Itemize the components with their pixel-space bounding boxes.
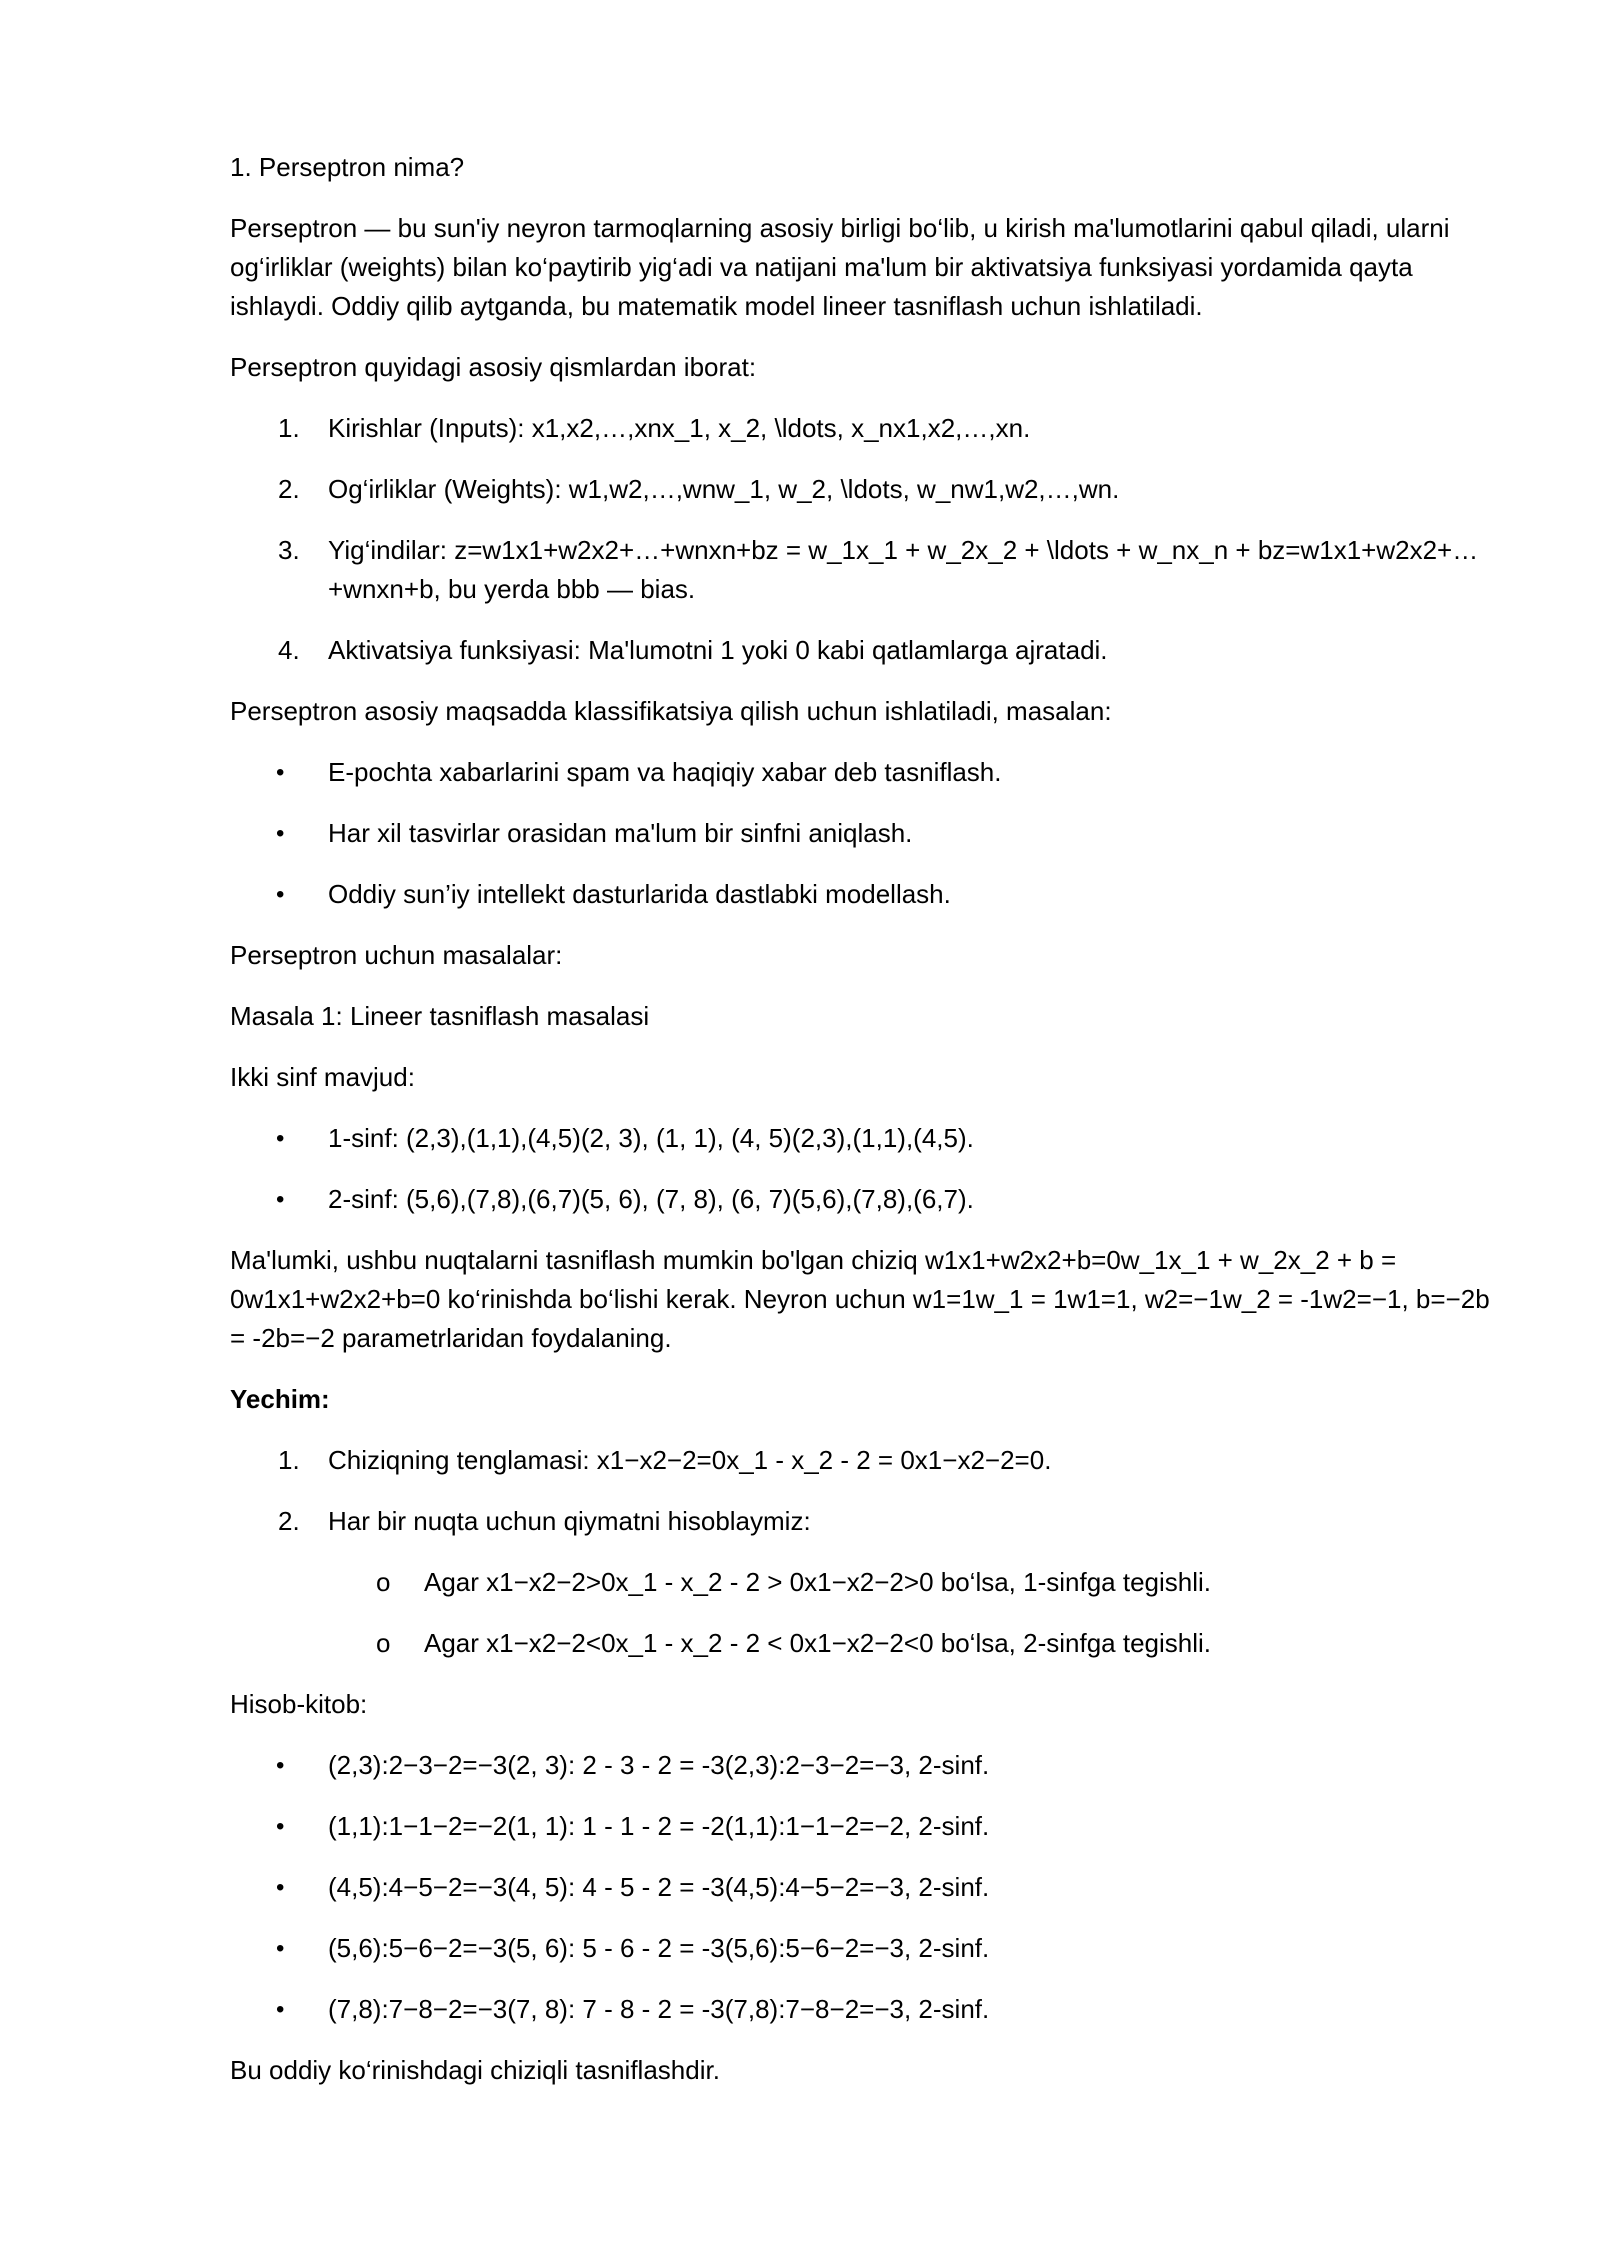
list-item (230, 875, 1510, 914)
list-number: 3. (278, 535, 300, 565)
intro-paragraph: Perseptron — bu sun'iy neyron tarmoqlarning asosiy birligi bo‘lib, u kirish ma'lumotlarini qabul qiladi, ularni og‘irliklar (weights) bilan ko‘paytirib yig‘adi va natijani ma'lum bir aktivatsiya funksiyasi yordamida qayta ishlaydi. Oddiy qilib aytganda, bu matematik model lineer tasniflash uchun ishlatiladi. (230, 213, 1450, 321)
list-item-text: Har xil tasvirlar orasidan ma'lum bir sinfni aniqlash. (328, 818, 913, 848)
list-item (230, 1990, 1510, 2029)
list-item-text: Agar x1−x2−2<0x_1 - x_2 - 2 < 0x1−x2−2<0 bo‘lsa, 2-sinfga tegishli. (424, 1628, 1212, 1658)
bullet-icon: • (276, 1813, 285, 1840)
conclusion-paragraph: Bu oddiy ko‘rinishdagi chiziqli tasniflashdir. (230, 2055, 720, 2085)
list-item-text: Oddiy sun’iy intellekt dasturlarida dastlabki modellash. (328, 879, 951, 909)
list-item (230, 753, 1510, 792)
list-item (230, 1929, 1510, 1968)
list-item-text: 1-sinf: (2,3),(1,1),(4,5)(2, 3), (1, 1), (4, 5)(2,3),(1,1),(4,5). (328, 1123, 974, 1153)
list-item (230, 814, 1510, 853)
bullet-icon: • (276, 759, 285, 786)
bullet-icon: • (276, 1935, 285, 1962)
problem-1-title: Masala 1: Lineer tasniflash masalasi (230, 1001, 650, 1031)
list-number: 4. (278, 635, 300, 665)
list-item-text: (5,6):5−6−2=−3(5, 6): 5 - 6 - 2 = -3(5,6):5−6−2=−3, 2-sinf. (328, 1933, 990, 1963)
bullet-icon: • (276, 1125, 285, 1152)
bullet-icon: • (276, 820, 285, 847)
list-item (230, 1441, 1510, 1480)
list-item-text: (4,5):4−5−2=−3(4, 5): 4 - 5 - 2 = -3(4,5):4−5−2=−3, 2-sinf. (328, 1872, 990, 1902)
purpose-paragraph: Perseptron asosiy maqsadda klassifikatsiya qilish uchun ishlatiladi, masalan: (230, 696, 1112, 726)
list-item-text: Har bir nuqta uchun qiymatni hisoblaymiz: (328, 1506, 811, 1536)
parts-intro: Perseptron quyidagi asosiy qismlardan iborat: (230, 352, 757, 382)
list-number: 2. (278, 474, 300, 504)
bullet-icon: • (276, 1874, 285, 1901)
list-item (230, 631, 1510, 670)
list-item-text: Kirishlar (Inputs): x1,x2,…,xnx_1, x_2, \ldots, x_nx1,x2,…,xn. (328, 413, 1031, 443)
steps-list (230, 1441, 1510, 1541)
classes-list (230, 1119, 1510, 1219)
classes-intro: Ikki sinf mavjud: (230, 1062, 415, 1092)
list-item (230, 1807, 1510, 1846)
list-item (230, 1180, 1510, 1219)
circle-bullet-icon: o (376, 1567, 391, 1597)
solution-label: Yechim: (230, 1384, 330, 1414)
list-item-text: Chiziqning tenglamasi: x1−x2−2=0x_1 - x_2 - 2 = 0x1−x2−2=0. (328, 1445, 1052, 1475)
list-item-text: 2-sinf: (5,6),(7,8),(6,7)(5, 6), (7, 8), (6, 7)(5,6),(7,8),(6,7). (328, 1184, 974, 1214)
list-item (230, 470, 1510, 509)
condition-paragraph: Ma'lumki, ushbu nuqtalarni tasniflash mumkin bo'lgan chiziq w1x1+w2x2+b=0w_1x_1 + w_2x_2 + b = 0w1x1+w2x2+b=0 ko‘rinishda bo‘lishi kerak. Neyron uchun w1=1w_1 = 1w1=1, w2=−1w_2 = -1w2=−1, b=−2b = -2b=−2 parametrlaridan foydalaning. (230, 1245, 1490, 1353)
uses-list (230, 753, 1510, 914)
list-item-text: Yig‘indilar: z=w1x1+w2x2+…+wnxn+bz = w_1x_1 + w_2x_2 + \ldots + w_nx_n + bz=w1x1+w2x2+…+wnxn+b, bu yerda bbb — bias. (328, 535, 1479, 604)
list-item-text: Agar x1−x2−2>0x_1 - x_2 - 2 > 0x1−x2−2>0 bo‘lsa, 1-sinfga tegishli. (424, 1567, 1212, 1597)
list-item (230, 1502, 1510, 1541)
list-item-text: (7,8):7−8−2=−3(7, 8): 7 - 8 - 2 = -3(7,8):7−8−2=−3, 2-sinf. (328, 1994, 990, 2024)
section-heading: 1. Perseptron nima? (230, 152, 465, 182)
bullet-icon: • (276, 1752, 285, 1779)
list-item (230, 1624, 1510, 1663)
rules-list (230, 1563, 1510, 1663)
list-item-text: (2,3):2−3−2=−3(2, 3): 2 - 3 - 2 = -3(2,3):2−3−2=−3, 2-sinf. (328, 1750, 990, 1780)
list-item-text: Og‘irliklar (Weights): w1,w2,…,wnw_1, w_2, \ldots, w_nw1,w2,…,wn. (328, 474, 1120, 504)
list-item (230, 1868, 1510, 1907)
list-number: 1. (278, 413, 300, 443)
list-item (230, 531, 1510, 609)
list-item-text: (1,1):1−1−2=−2(1, 1): 1 - 1 - 2 = -2(1,1):1−1−2=−2, 2-sinf. (328, 1811, 990, 1841)
list-item (230, 1119, 1510, 1158)
list-item (230, 409, 1510, 448)
document-page (230, 148, 1510, 2112)
calc-label: Hisob-kitob: (230, 1689, 368, 1719)
bullet-icon: • (276, 1186, 285, 1213)
list-number: 1. (278, 1445, 300, 1475)
circle-bullet-icon: o (376, 1628, 391, 1658)
list-item-text: E-pochta xabarlarini spam va haqiqiy xabar deb tasniflash. (328, 757, 1002, 787)
problems-title: Perseptron uchun masalalar: (230, 940, 563, 970)
list-item (230, 1563, 1510, 1602)
list-item (230, 1746, 1510, 1785)
parts-list (230, 409, 1510, 670)
calc-list (230, 1746, 1510, 2029)
bullet-icon: • (276, 1996, 285, 2023)
list-number: 2. (278, 1506, 300, 1536)
bullet-icon: • (276, 881, 285, 908)
list-item-text: Aktivatsiya funksiyasi: Ma'lumotni 1 yoki 0 kabi qatlamlarga ajratadi. (328, 635, 1108, 665)
